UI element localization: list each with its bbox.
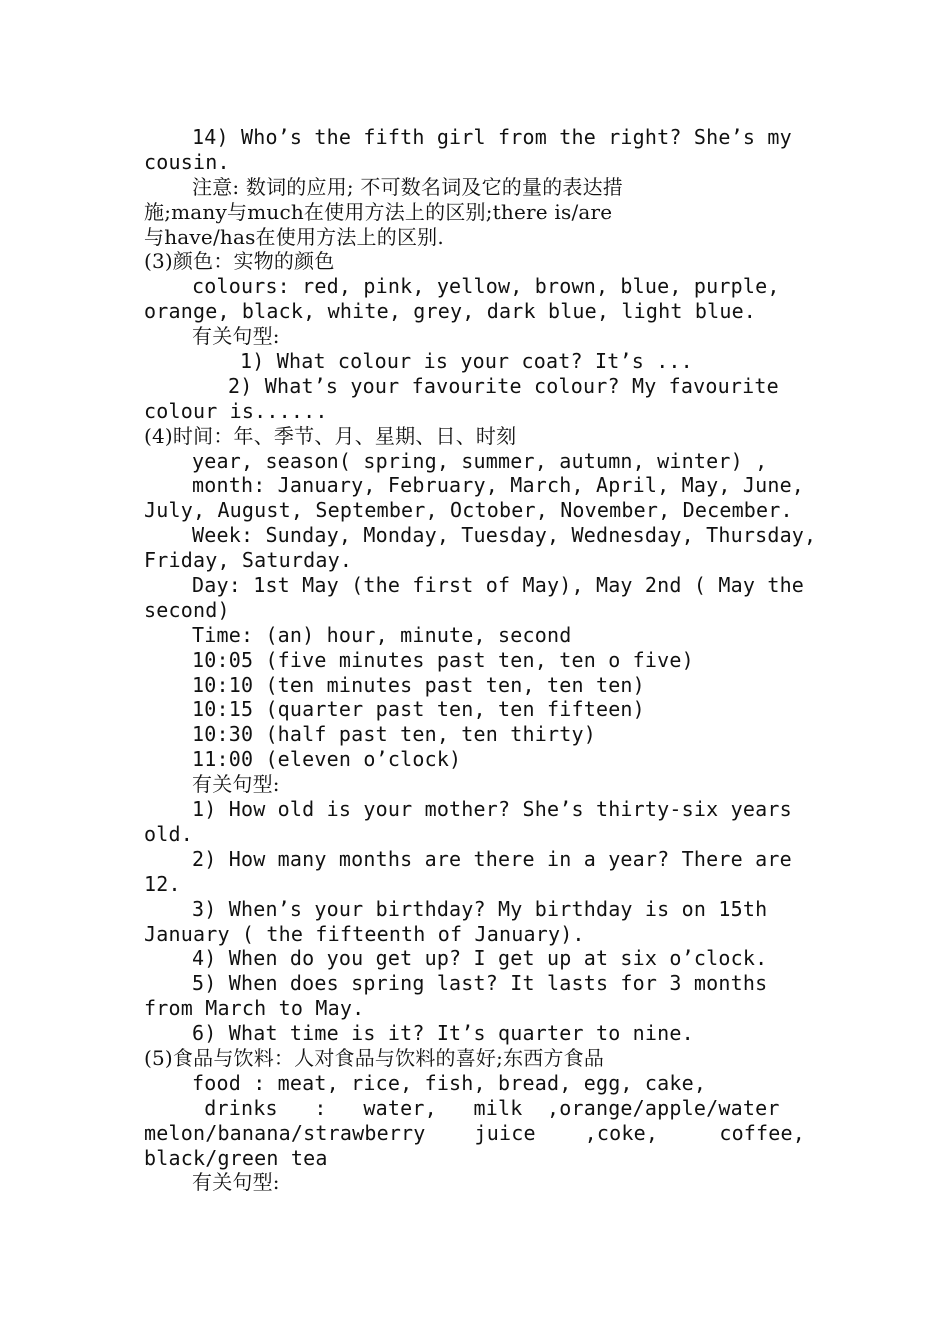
text-line: 注意: 数词的应用; 不可数名词及它的量的表达措 (192, 174, 623, 199)
document-body (144, 125, 817, 1195)
text-line: 有关句型: (192, 1170, 280, 1195)
text-line: 2) What’s your favourite colour? My favourite (228, 373, 779, 398)
section-heading: (4)时间：年、季节、月、星期、日、时刻 (144, 423, 517, 448)
text-line: 1) What colour is your coat? It’s ... (240, 349, 693, 374)
text-line: orange, black, white, grey, dark blue, light blue. (144, 299, 757, 324)
text-line: July, August, September, October, November, December. (144, 498, 793, 523)
text-line: 6) What time is it? It’s quarter to nine. (192, 1021, 694, 1046)
text-line: month: January, February, March, April, May, June, (192, 473, 805, 498)
text-line: food : meat, rice, fish, bread, egg, cake, (192, 1070, 707, 1095)
text-line: 10:10 (ten minutes past ten, ten ten) (192, 672, 645, 697)
text-line: 10:30 (half past ten, ten thirty) (192, 722, 596, 747)
text-line: year, season( spring, summer, autumn, winter) , (192, 448, 768, 473)
text-line: 有关句型: (192, 772, 280, 797)
text-line: colours: red, pink, yellow, brown, blue, purple, (192, 274, 780, 299)
section-heading: (5)食品与饮料：人对食品与饮料的喜好;东西方食品 (144, 1045, 605, 1070)
text-line: 11:00 (eleven o’clock) (192, 747, 462, 772)
text-line: cousin. (144, 149, 230, 174)
text-line: 1) How old is your mother? She’s thirty-six years (192, 797, 792, 822)
section-heading: (3)颜色：实物的颜色 (144, 249, 335, 274)
text-line: second) (144, 597, 230, 622)
text-line: 施;many与much在使用方法上的区别;there is/are (144, 199, 613, 224)
text-line: 14) Who’s the fifth girl from the right? She’s my (192, 125, 792, 149)
text-line: 与have/has在使用方法上的区别. (144, 224, 444, 249)
text-line: melon/banana/strawberry juice ,coke, coffee, (144, 1120, 806, 1145)
text-line: black/green tea (144, 1145, 328, 1170)
text-line: 5) When does spring last? It lasts for 3 months (192, 971, 768, 996)
text-line: 有关句型: (192, 324, 280, 349)
text-line: from March to May. (144, 996, 365, 1021)
text-line: 4) When do you get up? I get up at six o’clock. (192, 946, 768, 971)
text-line: 10:05 (five minutes past ten, ten o five) (192, 647, 694, 672)
text-line: Week: Sunday, Monday, Tuesday, Wednesday, Thursday, (192, 523, 817, 548)
text-line: 12. (144, 871, 181, 896)
text-line: January ( the fifteenth of January). (144, 921, 585, 946)
text-line: Friday, Saturday. (144, 548, 353, 573)
text-line: Day: 1st May (the first of May), May 2nd ( May the (192, 573, 805, 598)
text-line: Time: (an) hour, minute, second (192, 622, 572, 647)
text-line: 2) How many months are there in a year? There are (192, 846, 792, 871)
text-line: 10:15 (quarter past ten, ten fifteen) (192, 697, 645, 722)
text-line: old. (144, 821, 193, 846)
text-line: colour is...... (144, 398, 328, 423)
text-line: drinks : water, milk ,orange/apple/water (192, 1095, 780, 1120)
text-line: 3) When’s your birthday? My birthday is on 15th (192, 896, 768, 921)
